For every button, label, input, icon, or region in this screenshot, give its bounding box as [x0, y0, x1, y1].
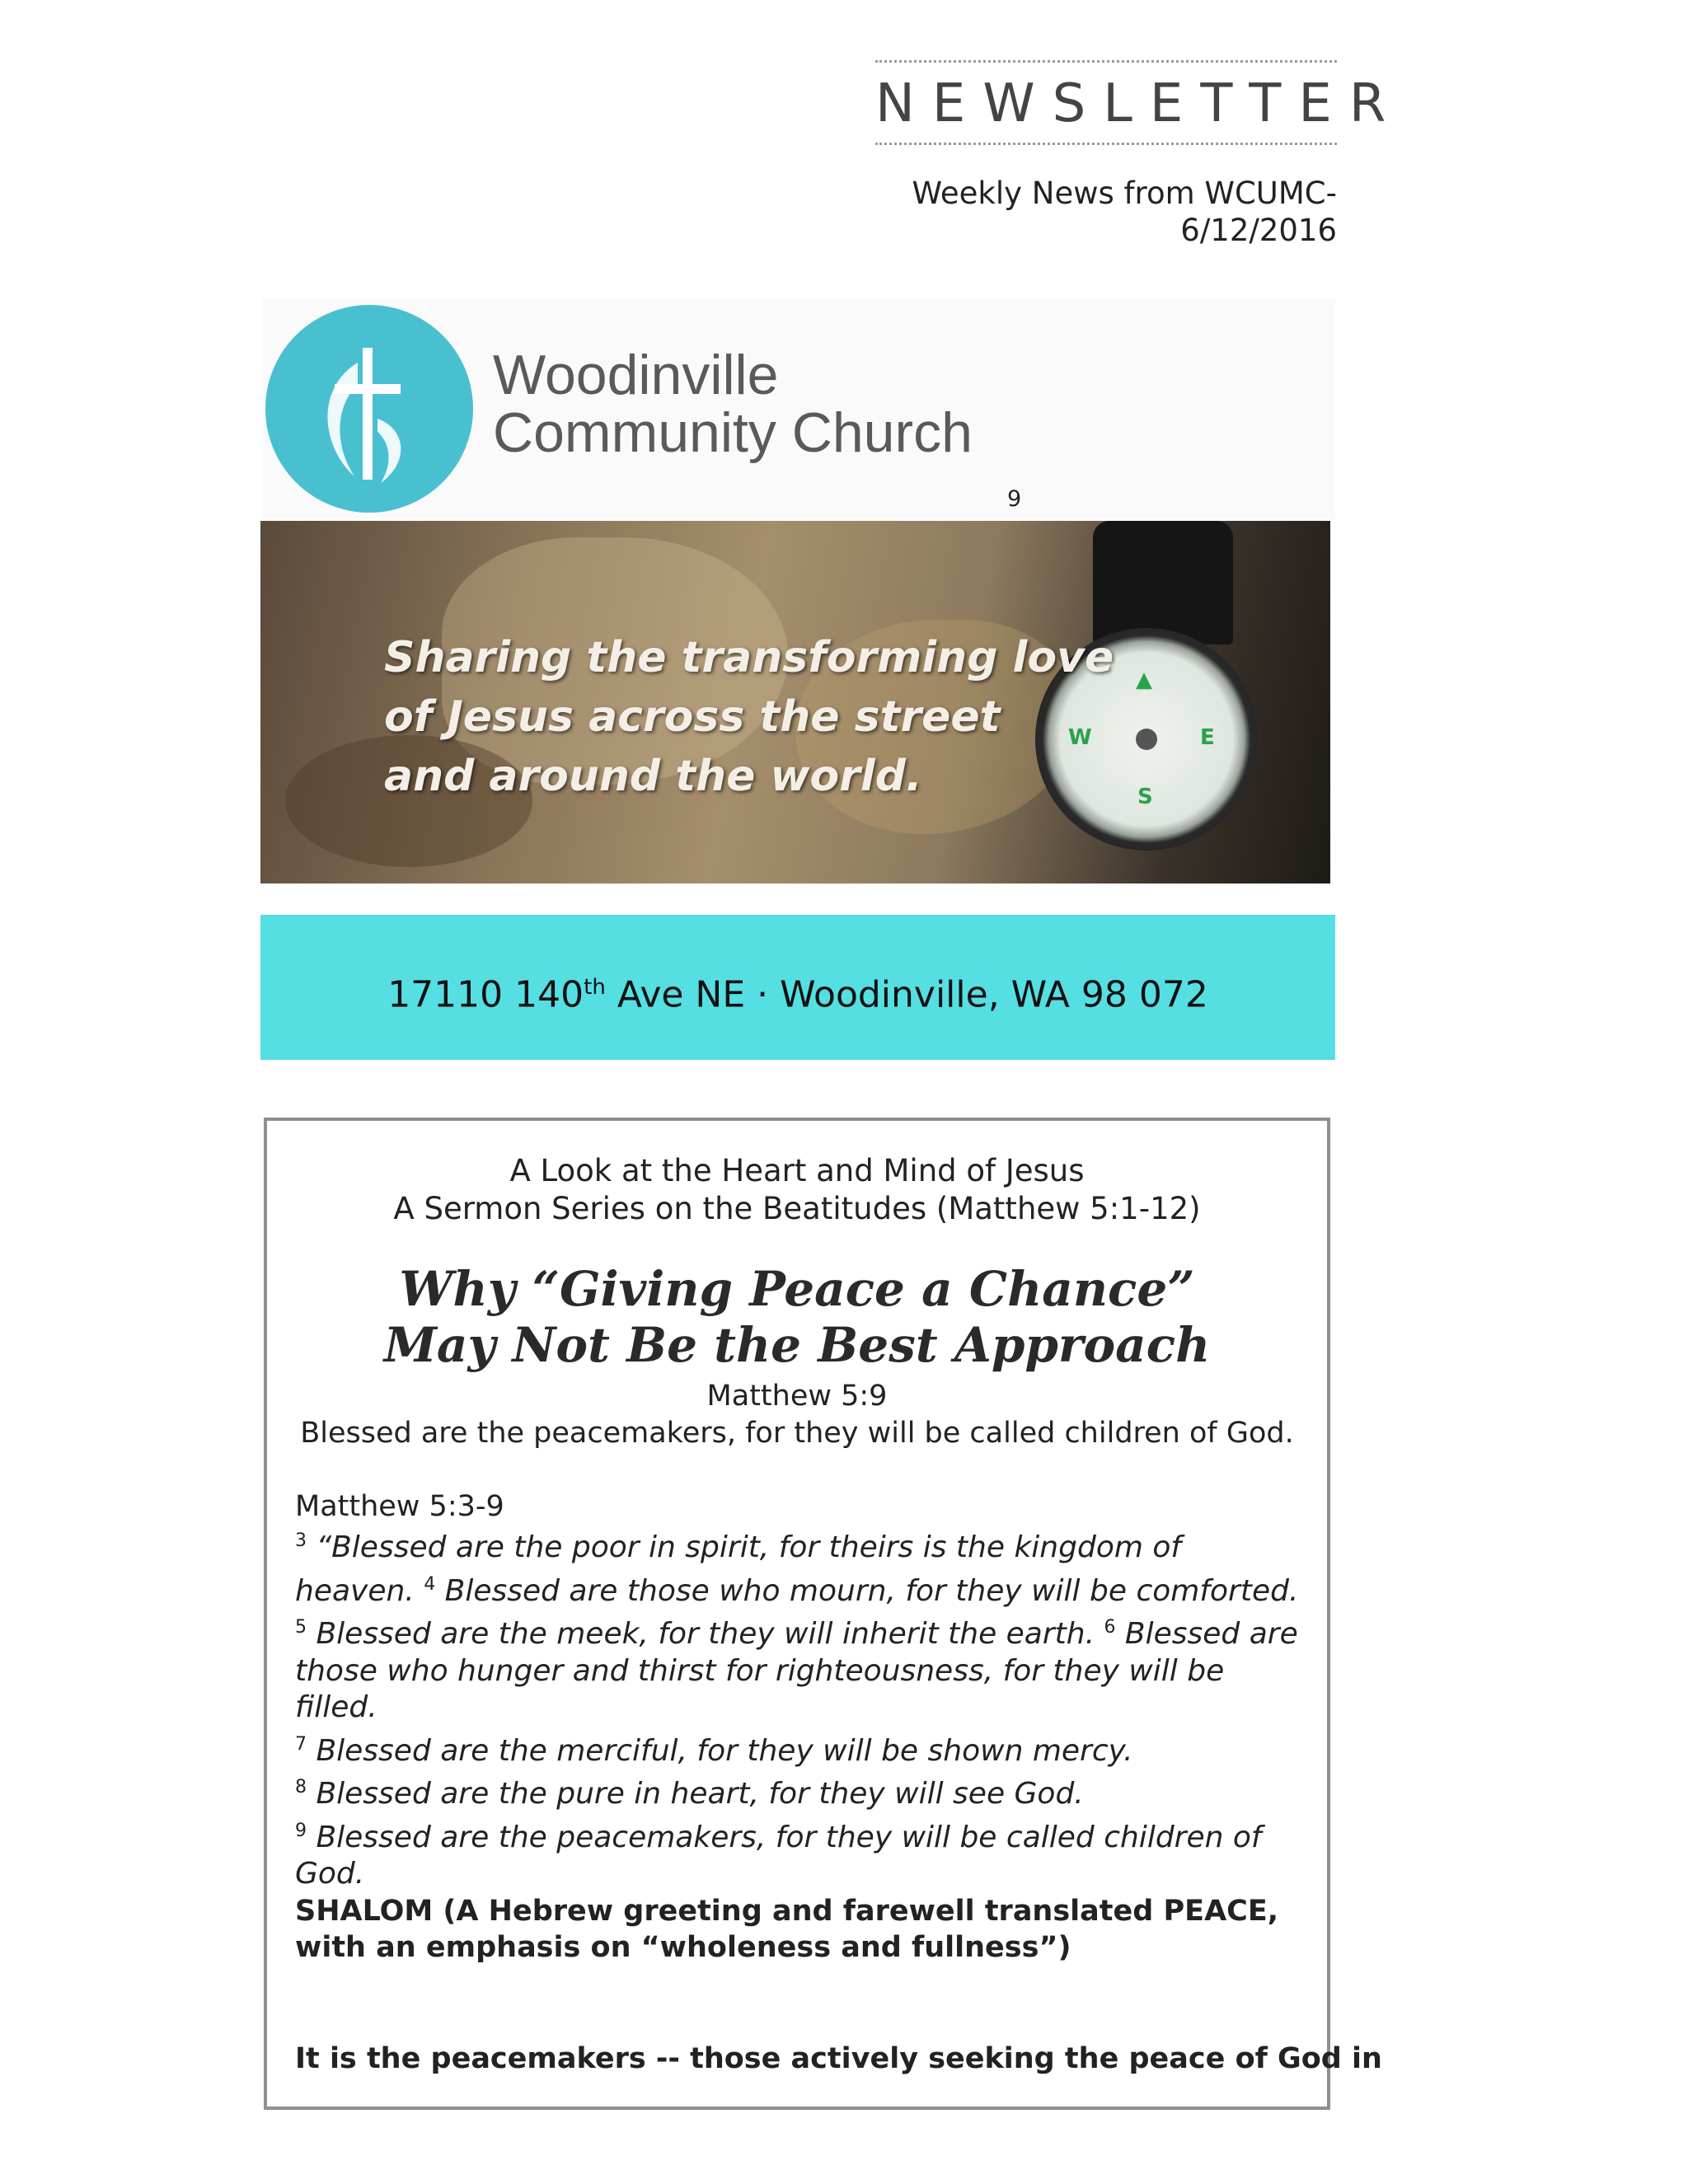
shalom-definition: SHALOM (A Hebrew greeting and farewell translated PEACE, with an emphasis on “wholeness and fullness”) [295, 1895, 1279, 1964]
newsletter-title: NEWSLETTER [875, 73, 1404, 134]
church-name-line2: Community Church [493, 401, 973, 464]
verse-text: Blessed are those who mourn, for they will be comforted. [435, 1573, 1299, 1608]
mission-line3: and around the world. [384, 752, 922, 801]
verse-text: Blessed are the pure in heart, for they will see God. [307, 1777, 1084, 1811]
church-address [260, 964, 1335, 1019]
page-marker: 9 [1007, 486, 1022, 512]
cross-and-flame-icon [265, 305, 473, 513]
verse-text: “Blessed are the poor in spirit, for theirs is the kingdom of heaven. [295, 1530, 1182, 1608]
verse-number: 6 [1104, 1617, 1116, 1638]
key-verse: Blessed are the peacemakers, for they will be called children of God. [300, 1417, 1294, 1450]
mission-line1: Sharing the transforming love [384, 633, 1114, 682]
verse-text: Blessed are the meek, for they will inherit the earth. [307, 1617, 1104, 1651]
hero-image [260, 521, 1330, 883]
verse-number: 3 [295, 1530, 307, 1551]
verse-number: 7 [295, 1733, 307, 1755]
passage-reference: Matthew 5:3-9 [295, 1490, 504, 1523]
verse-number: 8 [295, 1777, 307, 1797]
scripture-reference: Matthew 5:9 [706, 1380, 888, 1413]
issue-subtitle-line1: Weekly News from WCUMC- [912, 176, 1337, 211]
closing-text: It is the peacemakers -- those actively seeking the peace of God in [295, 2042, 1382, 2075]
address-rest: Ave NE · Woodinville, WA 98 072 [605, 973, 1208, 1016]
verse-number: 9 [295, 1820, 307, 1841]
sermon-title-line2: May Not Be the Best Approach [383, 1317, 1211, 1373]
church-name-line1: Woodinville [493, 344, 779, 406]
verse-number: 5 [295, 1617, 307, 1638]
issue-subtitle [875, 175, 1337, 249]
sermon-title [264, 1261, 1330, 1373]
compass-icon: ▲ W E S [1035, 628, 1258, 851]
verse-text: Blessed are those who hunger and thirst for righteousness, for they will be filled. [295, 1617, 1298, 1724]
mission-statement [384, 628, 1114, 806]
verse-text: Blessed are the peacemakers, for they will be called children of God. [295, 1820, 1262, 1891]
address-suffix: th [584, 975, 606, 1000]
church-name [493, 346, 973, 462]
verse-text: Blessed are the merciful, for they will be shown mercy. [307, 1733, 1133, 1768]
compass-lid [1093, 521, 1233, 644]
series-subtitle: A Sermon Series on the Beatitudes (Matthew 5:1-12) [393, 1191, 1201, 1226]
header-rule-bottom [875, 143, 1337, 145]
series-title: A Look at the Heart and Mind of Jesus [509, 1153, 1085, 1188]
mission-line2: of Jesus across the street [384, 692, 1001, 742]
sermon-title-line1: Why “Giving Peace a Chance” [399, 1261, 1195, 1317]
verse-number: 4 [424, 1573, 436, 1595]
beatitudes-passage [295, 1523, 1301, 1893]
header-rule-top [875, 60, 1337, 63]
address-number: 17110 140 [387, 973, 584, 1016]
issue-date: 6/12/2016 [1180, 213, 1337, 248]
